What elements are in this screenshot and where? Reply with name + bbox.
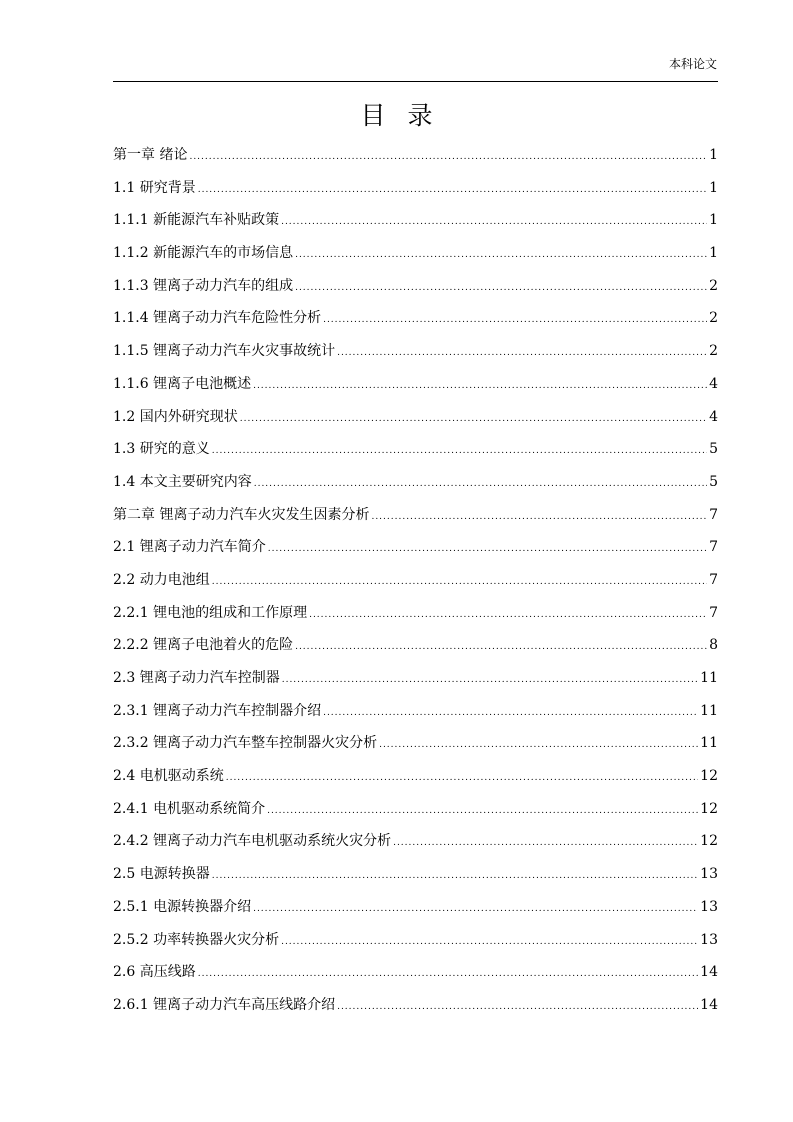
- toc-entry-label: 1.1.4 锂离子动力汽车危险性分析: [113, 310, 322, 327]
- toc-entry[interactable]: [113, 858, 718, 891]
- toc-entry-page-number: 7: [709, 604, 718, 621]
- toc-entry[interactable]: [113, 401, 718, 434]
- toc-entry-page-number: 1: [709, 179, 718, 196]
- toc-leader-dots: [254, 468, 707, 501]
- toc-entry[interactable]: [113, 662, 718, 695]
- toc-entry-page-number: 12: [700, 800, 718, 817]
- toc-leader-dots: [226, 762, 698, 795]
- toc-entry-page-number: 13: [700, 866, 718, 883]
- toc-entry[interactable]: [113, 531, 718, 564]
- toc-leader-dots: [198, 958, 698, 991]
- toc-leader-dots: [253, 893, 698, 926]
- toc-entry[interactable]: [113, 825, 718, 858]
- toc-entry-label: 1.1 研究背景: [113, 179, 196, 196]
- toc-leader-dots: [371, 501, 707, 534]
- toc-entry-label: 1.3 研究的意义: [113, 441, 210, 458]
- toc-entry-label: 2.3 锂离子动力汽车控制器: [113, 670, 280, 686]
- toc-entry-label: 2.2.1 锂电池的组成和工作原理: [113, 604, 308, 621]
- toc-entry-page-number: 13: [700, 931, 718, 948]
- toc-entry[interactable]: [113, 793, 718, 826]
- toc-entry-page-number: 4: [709, 375, 718, 392]
- toc-entry-page-number: 7: [709, 571, 718, 588]
- toc-entry-page-number: 13: [700, 898, 718, 915]
- toc-entry-label: 2.5 电源转换器: [113, 866, 210, 883]
- toc-entry-page-number: 7: [709, 506, 718, 523]
- toc-entry-label: 2.4 电机驱动系统: [113, 768, 224, 785]
- toc-entry[interactable]: [113, 597, 718, 630]
- toc-entry-page-number: 11: [700, 735, 718, 752]
- toc-entry-label: 1.1.1 新能源汽车补贴政策: [113, 212, 280, 229]
- toc-entry-page-number: 14: [700, 996, 718, 1013]
- toc-leader-dots: [240, 403, 707, 436]
- toc-leader-dots: [212, 435, 707, 468]
- toc-entry-label: 1.1.6 锂离子电池概述: [113, 375, 252, 392]
- toc-entry-label: 2.4.1 电机驱动系统简介: [113, 800, 266, 817]
- toc-entry-label: 1.2 国内外研究现状: [113, 408, 238, 425]
- toc-leader-dots: [337, 337, 707, 370]
- toc-entry-page-number: 12: [700, 768, 718, 785]
- toc-leader-dots: [253, 370, 707, 403]
- toc-entry-label: 2.5.2 功率转换器火灾分析: [113, 931, 280, 948]
- toc-entry[interactable]: [113, 172, 718, 205]
- toc-entry-page-number: 1: [709, 147, 718, 163]
- toc-entry-page-number: 2: [709, 343, 718, 360]
- toc-entry[interactable]: [113, 433, 718, 466]
- toc-leader-dots: [295, 631, 707, 664]
- toc-entry-page-number: 5: [709, 473, 718, 490]
- toc-leader-dots: [281, 206, 707, 239]
- toc-entry-label: 2.4.2 锂离子动力汽车电机驱动系统火灾分析: [113, 833, 392, 850]
- toc-entry-page-number: 11: [700, 670, 718, 686]
- toc-leader-dots: [212, 566, 707, 599]
- toc-leader-dots: [337, 991, 698, 1024]
- toc-leader-dots: [198, 174, 707, 207]
- toc-leader-dots: [267, 795, 698, 828]
- toc-entry[interactable]: [113, 499, 718, 532]
- toc-entry-label: 2.2 动力电池组: [113, 571, 210, 588]
- toc-leader-dots: [189, 141, 707, 174]
- toc-list: [113, 139, 718, 1022]
- toc-entry-page-number: 2: [709, 277, 718, 294]
- toc-leader-dots: [379, 729, 698, 762]
- toc-entry-label: 2.6.1 锂离子动力汽车高压线路介绍: [113, 996, 336, 1013]
- toc-entry[interactable]: [113, 924, 718, 957]
- toc-entry[interactable]: [113, 760, 718, 793]
- toc-entry-label: 2.5.1 电源转换器介绍: [113, 898, 252, 915]
- toc-entry[interactable]: [113, 270, 718, 303]
- running-header: 本科论文: [668, 57, 717, 71]
- toc-entry-label: 2.3.1 锂离子动力汽车控制器介绍: [113, 702, 322, 719]
- toc-leader-dots: [212, 860, 698, 893]
- toc-entry-page-number: 8: [709, 637, 718, 654]
- toc-leader-dots: [282, 664, 698, 697]
- toc-entry[interactable]: [113, 466, 718, 499]
- toc-entry[interactable]: [113, 564, 718, 597]
- toc-entry[interactable]: [113, 139, 718, 172]
- toc-entry[interactable]: [113, 695, 718, 728]
- toc-entry-label: 2.1 锂离子动力汽车简介: [113, 539, 266, 556]
- toc-entry-label: 1.1.3 锂离子动力汽车的组成: [113, 277, 294, 294]
- toc-entry[interactable]: [113, 302, 718, 335]
- toc-title: 目录: [360, 101, 455, 130]
- toc-leader-dots: [309, 599, 707, 632]
- toc-entry-page-number: 5: [709, 441, 718, 458]
- toc-entry-page-number: 1: [709, 245, 718, 262]
- toc-entry-label: 第二章 锂离子动力汽车火灾发生因素分析: [113, 506, 370, 523]
- toc-entry-label: 第一章 绪论: [113, 147, 188, 163]
- toc-entry[interactable]: [113, 956, 718, 989]
- toc-leader-dots: [393, 827, 698, 860]
- toc-leader-dots: [295, 272, 707, 305]
- toc-entry[interactable]: [113, 335, 718, 368]
- toc-leader-dots: [281, 926, 698, 959]
- toc-entry[interactable]: [113, 629, 718, 662]
- toc-entry-label: 1.4 本文主要研究内容: [113, 473, 252, 490]
- toc-entry-label: 1.1.5 锂离子动力汽车火灾事故统计: [113, 343, 336, 360]
- toc-entry[interactable]: [113, 989, 718, 1022]
- toc-leader-dots: [323, 697, 698, 730]
- toc-entry-page-number: 1: [709, 212, 718, 229]
- header-rule: [113, 81, 718, 82]
- toc-leader-dots: [268, 533, 707, 566]
- toc-entry[interactable]: [113, 727, 718, 760]
- toc-entry-label: 2.2.2 锂离子电池着火的危险: [113, 637, 294, 654]
- toc-entry-label: 2.6 高压线路: [113, 964, 196, 981]
- toc-entry[interactable]: [113, 237, 718, 270]
- toc-entry[interactable]: [113, 368, 718, 401]
- toc-entry-label: 1.1.2 新能源汽车的市场信息: [113, 245, 294, 262]
- toc-entry-page-number: 14: [700, 964, 718, 981]
- toc-entry-label: 2.3.2 锂离子动力汽车整车控制器火灾分析: [113, 735, 378, 752]
- toc-leader-dots: [323, 304, 707, 337]
- toc-entry[interactable]: [113, 891, 718, 924]
- toc-entry-page-number: 7: [709, 539, 718, 556]
- toc-entry[interactable]: [113, 204, 718, 237]
- toc-entry-page-number: 12: [700, 833, 718, 850]
- toc-leader-dots: [295, 239, 707, 272]
- toc-entry-page-number: 4: [709, 408, 718, 425]
- toc-entry-page-number: 11: [700, 702, 718, 719]
- toc-entry-page-number: 2: [709, 310, 718, 327]
